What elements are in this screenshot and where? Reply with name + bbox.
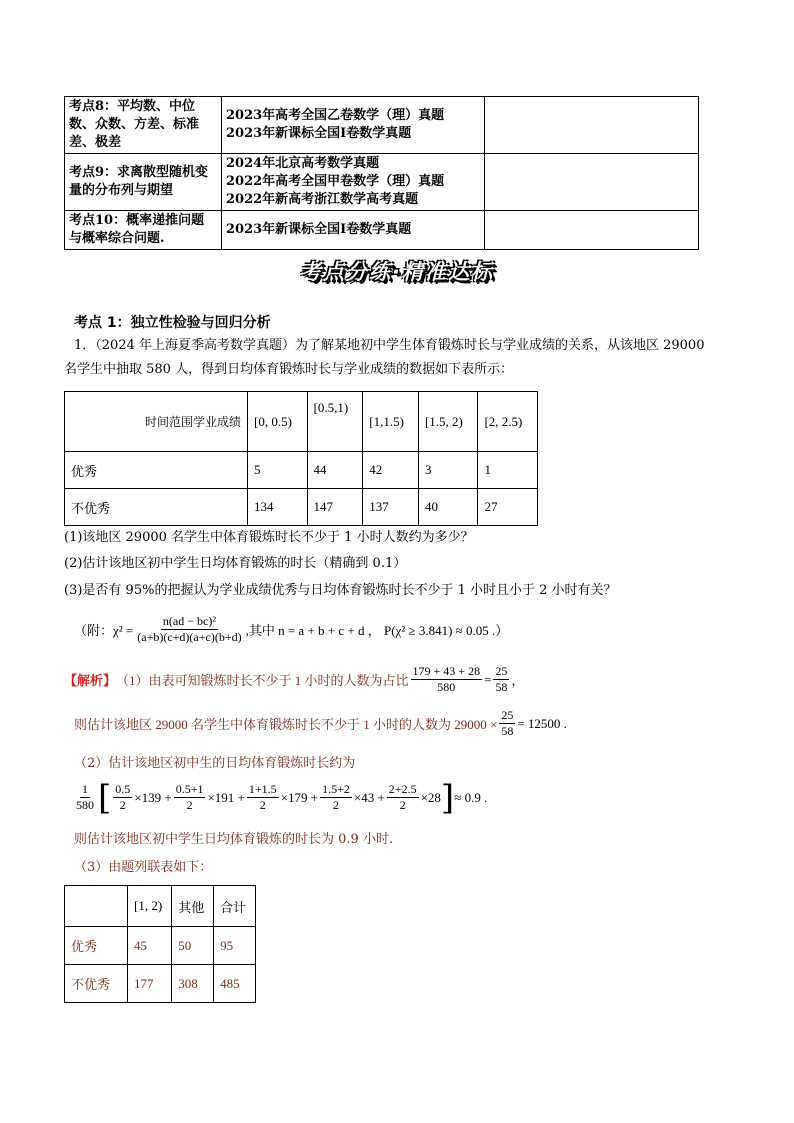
fraction-numerator: 0.5+1 — [175, 782, 204, 796]
table-row — [65, 452, 538, 489]
empty-cell — [485, 97, 699, 154]
fraction-denominator: 580 — [76, 798, 94, 812]
fraction-numerator: 1 — [82, 782, 88, 796]
fraction-denominator: 2 — [259, 798, 266, 812]
empty-cell — [485, 211, 699, 250]
column-header: [0, 0.5) — [248, 392, 308, 452]
solution-text: （1）由表可知锻炼时长不少于 1 小时的人数为占比 — [116, 673, 409, 688]
section-banner — [272, 256, 522, 286]
column-header: [1, 2) — [128, 886, 172, 927]
table-row — [65, 211, 699, 250]
fraction-numerator: 0.5 — [115, 782, 131, 796]
problem-intro-line2: 名学生中抽取 580 人，得到日均体育锻炼时长与学业成绩的数据如下表所示： — [64, 362, 514, 377]
fraction-denominator: 58 — [495, 680, 508, 694]
hint-formula — [74, 614, 508, 645]
banner-text: 考点分练·精准达标 — [300, 260, 494, 284]
table-row — [65, 927, 256, 965]
solution-step-1b — [74, 708, 567, 739]
question-1: (1)该地区 29000 名学生中体育锻炼时长不少于 1 小时人数约为多少？ — [64, 530, 474, 545]
fraction-denominator: 580 — [437, 680, 456, 694]
data-table — [64, 391, 538, 526]
result: ≈ 0.9 . — [454, 789, 488, 805]
table-row — [65, 489, 538, 526]
question-2: (2)估计该地区初中学生日均体育锻炼的时长（精确到 0.1） — [64, 556, 407, 571]
term-fraction — [113, 782, 132, 813]
table-cell: 177 — [128, 965, 172, 1003]
term-fraction — [247, 782, 279, 813]
ratio-fraction — [411, 664, 483, 695]
column-header: [1.5, 2) — [418, 392, 478, 452]
fraction-denominator: 2 — [119, 798, 126, 812]
chi-square-fraction — [135, 614, 243, 645]
contingency-table — [64, 885, 256, 1003]
fraction-denominator: (a+b)(c+d)(a+c)(b+d) — [137, 630, 242, 644]
source-line: 2022年新高考浙江数学高考真题 — [226, 192, 419, 207]
term-tail: ×139 + — [134, 789, 172, 805]
table-cell: 50 — [172, 927, 214, 965]
source-line: 2022年高考全国甲卷数学（理）真题 — [226, 174, 445, 189]
term-tail: ×191 + — [207, 789, 245, 805]
equals-sign: = — [484, 671, 492, 687]
corner-cell — [65, 886, 128, 927]
source-cell — [222, 154, 485, 211]
column-header: 合计 — [214, 886, 256, 927]
solution-conclusion-2: 则估计该地区初中学生日均体育锻炼的时长为 0.9 小时. — [74, 832, 394, 847]
row-label: 不优秀 — [65, 965, 128, 1003]
source-line: 2023年高考全国乙卷数学（理）真题 — [226, 108, 445, 123]
term-tail: ×179 + — [280, 789, 319, 805]
row-label: 不优秀 — [65, 489, 248, 526]
table-cell: 134 — [248, 489, 308, 526]
fraction-numerator: n(ad − bc)² — [162, 614, 216, 628]
fraction-denominator: 2 — [332, 798, 339, 812]
analysis-tag: 【解析】 — [64, 673, 117, 688]
table-cell: 95 — [214, 927, 256, 965]
hint-prefix: （附：χ² = — [74, 623, 134, 638]
solution-text: 则估计该地区 29000 名学生中体育锻炼时长不少于 1 小时的人数为 29000 × — [74, 717, 498, 732]
row-label: 优秀 — [65, 927, 128, 965]
corner-cell: 时间范围学业成绩 — [65, 392, 248, 452]
ratio-fraction — [499, 708, 515, 739]
fraction-numerator: 2+2.5 — [388, 782, 417, 796]
hint-suffix: ,其中 n = a + b + c + d ， P(χ² ≥ 3.841) ≈ 0.05 .） — [245, 623, 509, 638]
table-row — [65, 154, 699, 211]
table-cell: 44 — [307, 452, 363, 489]
source-cell — [222, 97, 485, 154]
table-cell: 27 — [478, 489, 538, 526]
table-cell: 485 — [214, 965, 256, 1003]
problem-intro-line1: 1．（2024 年上海夏季高考数学真题）为了解某地初中学生体育锻炼时长与学业成绩的关系，从该地区 29000 — [74, 338, 705, 353]
term-fraction — [174, 782, 206, 813]
solution-step-1 — [64, 664, 524, 695]
question-3: (3)是否有 95%的把握认为学业成绩优秀与日均体育锻炼时长不少于 1 小时且小于 2 小时有关？ — [64, 583, 617, 598]
table-cell: 147 — [307, 489, 363, 526]
fraction-numerator: 179 + 43 + 28 — [412, 664, 481, 678]
source-cell — [222, 211, 485, 250]
column-header: [0.5,1) — [307, 392, 363, 452]
table-cell: 5 — [248, 452, 308, 489]
fraction-denominator: 2 — [399, 798, 406, 812]
result: = 12500 . — [517, 715, 567, 731]
term-tail: ×28 — [420, 789, 441, 805]
solution-step-2: （2）估计该地区初中生的日均体育锻炼时长约为 — [74, 756, 356, 771]
source-line: 2023年新课标全国Ⅰ卷数学真题 — [226, 222, 412, 237]
ratio-fraction-simplified — [493, 664, 509, 695]
topic-cell: 考点10：概率递推问题与概率综合问题. — [65, 211, 222, 250]
topic-cell: 考点9：求离散型随机变量的分布列与期望 — [65, 154, 222, 211]
table-cell: 308 — [172, 965, 214, 1003]
term-tail: ×43 + — [353, 789, 385, 805]
row-label: 优秀 — [65, 452, 248, 489]
table-header-row — [65, 392, 538, 452]
right-bracket: ] — [440, 777, 455, 818]
left-bracket: [ — [98, 777, 112, 818]
table-cell: 45 — [128, 927, 172, 965]
fraction-numerator: 25 — [495, 664, 508, 678]
lead-fraction — [74, 782, 96, 813]
fraction-denominator: 2 — [186, 798, 193, 812]
fraction-numerator: 1+1.5 — [248, 782, 277, 796]
table-header-row — [65, 886, 256, 927]
table-row — [65, 97, 699, 154]
table-cell: 42 — [363, 452, 419, 489]
term-fraction — [387, 782, 419, 813]
table-row — [65, 965, 256, 1003]
term-fraction — [320, 782, 352, 813]
table-cell: 3 — [418, 452, 478, 489]
topics-table — [64, 96, 699, 250]
punctuation: ， — [511, 673, 525, 688]
section-heading: 考点 1：独立性检验与回归分析 — [74, 315, 271, 331]
mean-formula — [72, 777, 488, 818]
column-header: [1,1.5) — [363, 392, 419, 452]
topic-cell: 考点8：平均数、中位数、众数、方差、标准差、极差 — [65, 97, 222, 154]
column-header: 其他 — [172, 886, 214, 927]
table-cell: 137 — [363, 489, 419, 526]
source-line: 2023年新课标全国Ⅰ卷数学真题 — [226, 126, 412, 141]
empty-cell — [485, 154, 699, 211]
source-line: 2024年北京高考数学真题 — [226, 156, 380, 171]
column-header: [2, 2.5) — [478, 392, 538, 452]
table-cell: 40 — [418, 489, 478, 526]
fraction-numerator: 1.5+2 — [322, 782, 350, 796]
fraction-numerator: 25 — [501, 708, 514, 722]
solution-step-3: （3）由题列联表如下： — [74, 860, 213, 875]
table-cell: 1 — [478, 452, 538, 489]
fraction-denominator: 58 — [501, 724, 514, 738]
